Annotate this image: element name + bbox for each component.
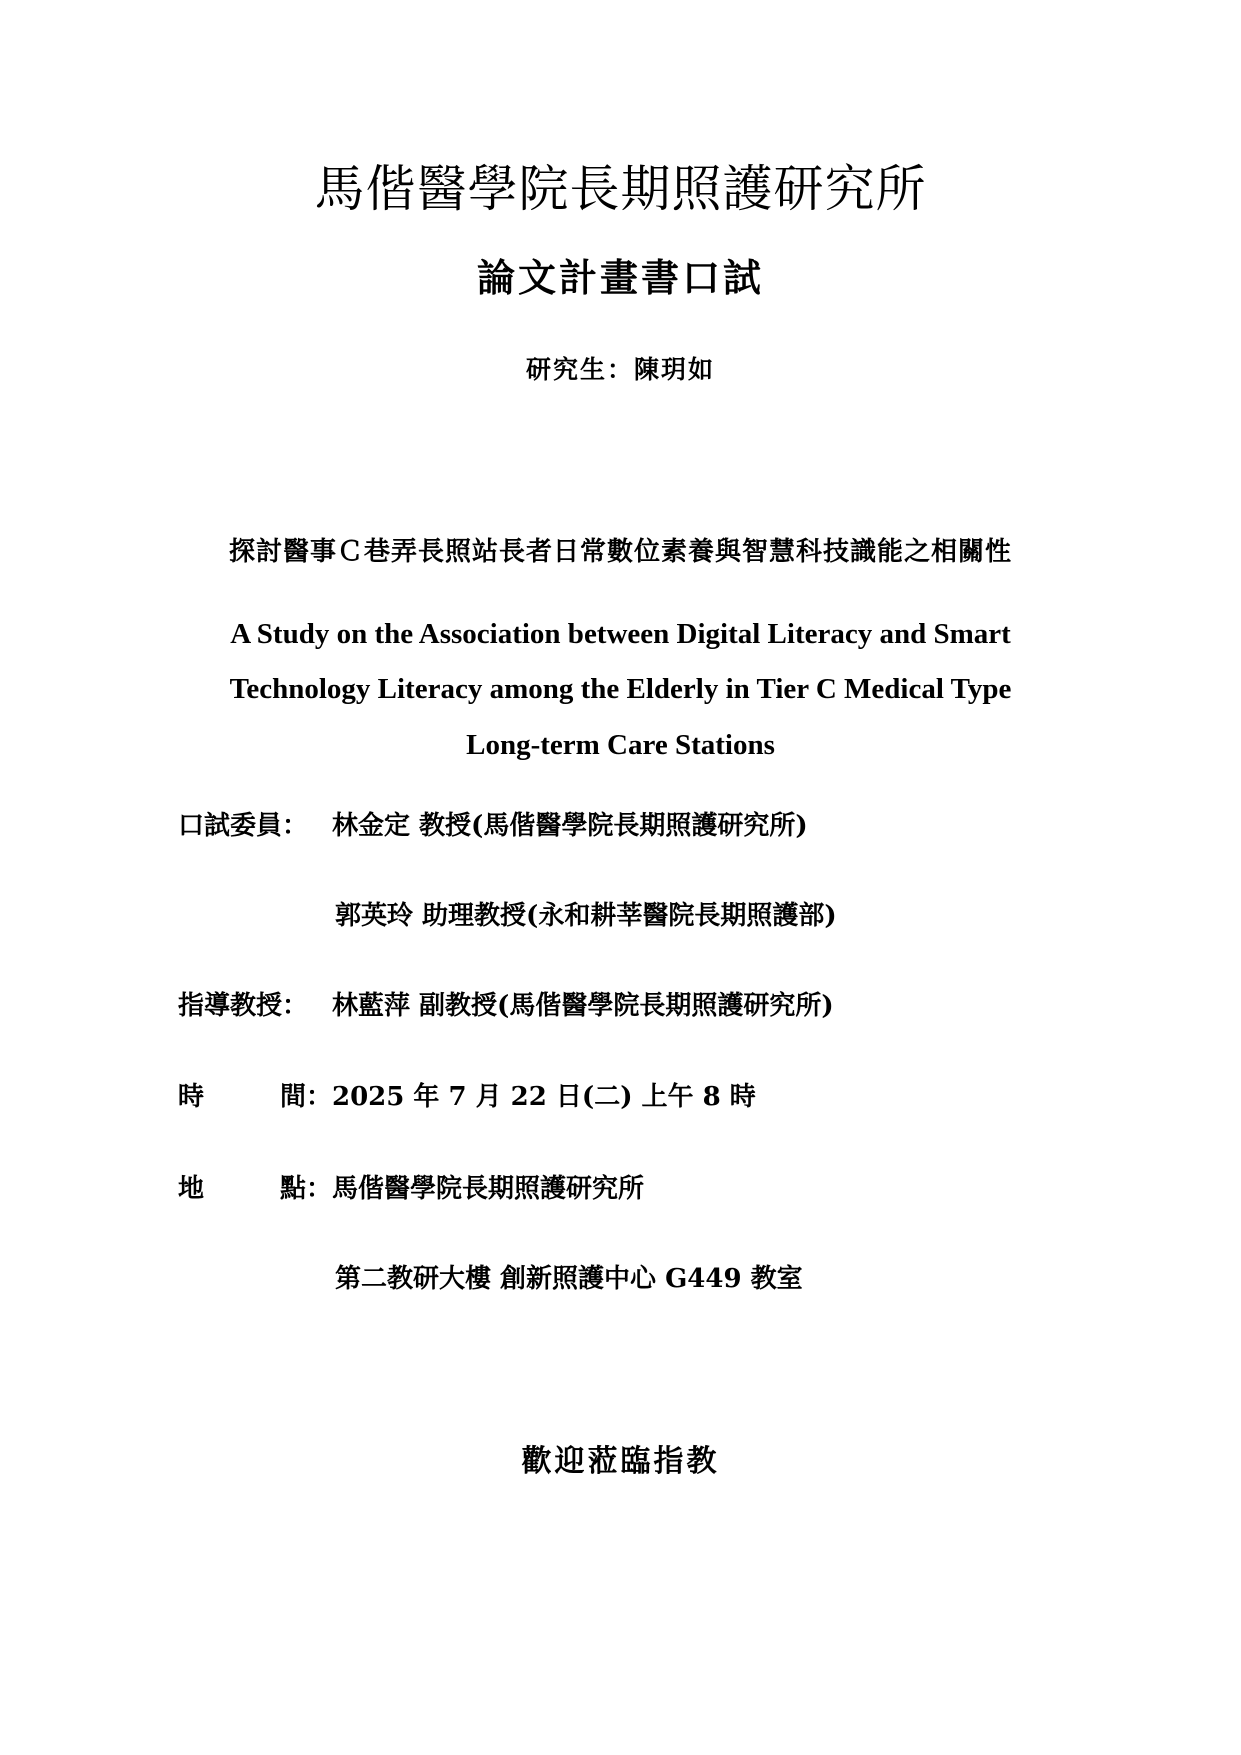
- place-value: 馬偕醫學院長期照護研究所: [332, 1174, 645, 1204]
- advisor-value: 林藍萍 副教授(馬偕醫學院長期照護研究所): [332, 991, 834, 1021]
- time-label-char: 間：: [279, 1082, 332, 1112]
- place-label-char: 點：: [279, 1174, 332, 1204]
- place-label: [178, 1176, 332, 1202]
- committee-label: 口試委員：: [178, 811, 309, 841]
- time-label: [178, 1084, 332, 1110]
- institute-name: 馬偕醫學院長期照護研究所: [314, 160, 927, 218]
- thesis-title-en-line: Long-term Care Stations: [466, 729, 775, 761]
- thesis-title-en-line: Technology Literacy among the Elderly in Tier C Medical Type: [229, 673, 1012, 705]
- welcome-text: 歡迎蒞臨指教: [521, 1444, 720, 1479]
- student-line: 研究生：陳玥如: [525, 355, 715, 384]
- committee-member: 郭英玲 助理教授(永和耕莘醫院長期照護部): [335, 901, 837, 931]
- thesis-title-en-line: A Study on the Association between Digital Literacy and Smart: [230, 618, 1011, 650]
- event-title: 論文計畫書口試: [476, 255, 764, 300]
- advisor-label: 指導教授：: [178, 991, 309, 1021]
- committee-member: 林金定 教授(馬偕醫學院長期照護研究所): [332, 811, 808, 841]
- time-value: 2025 年 7 月 22 日(二) 上午 8 時: [332, 1082, 756, 1112]
- place-room-value: 第二教研大樓 創新照護中心 G449 教室: [335, 1264, 803, 1294]
- place-label-char: 地: [178, 1174, 205, 1204]
- thesis-title-zh: 探討醫事Ｃ巷弄長照站長者日常數位素養與智慧科技識能之相關性: [228, 537, 1012, 567]
- time-label-char: 時: [178, 1082, 205, 1112]
